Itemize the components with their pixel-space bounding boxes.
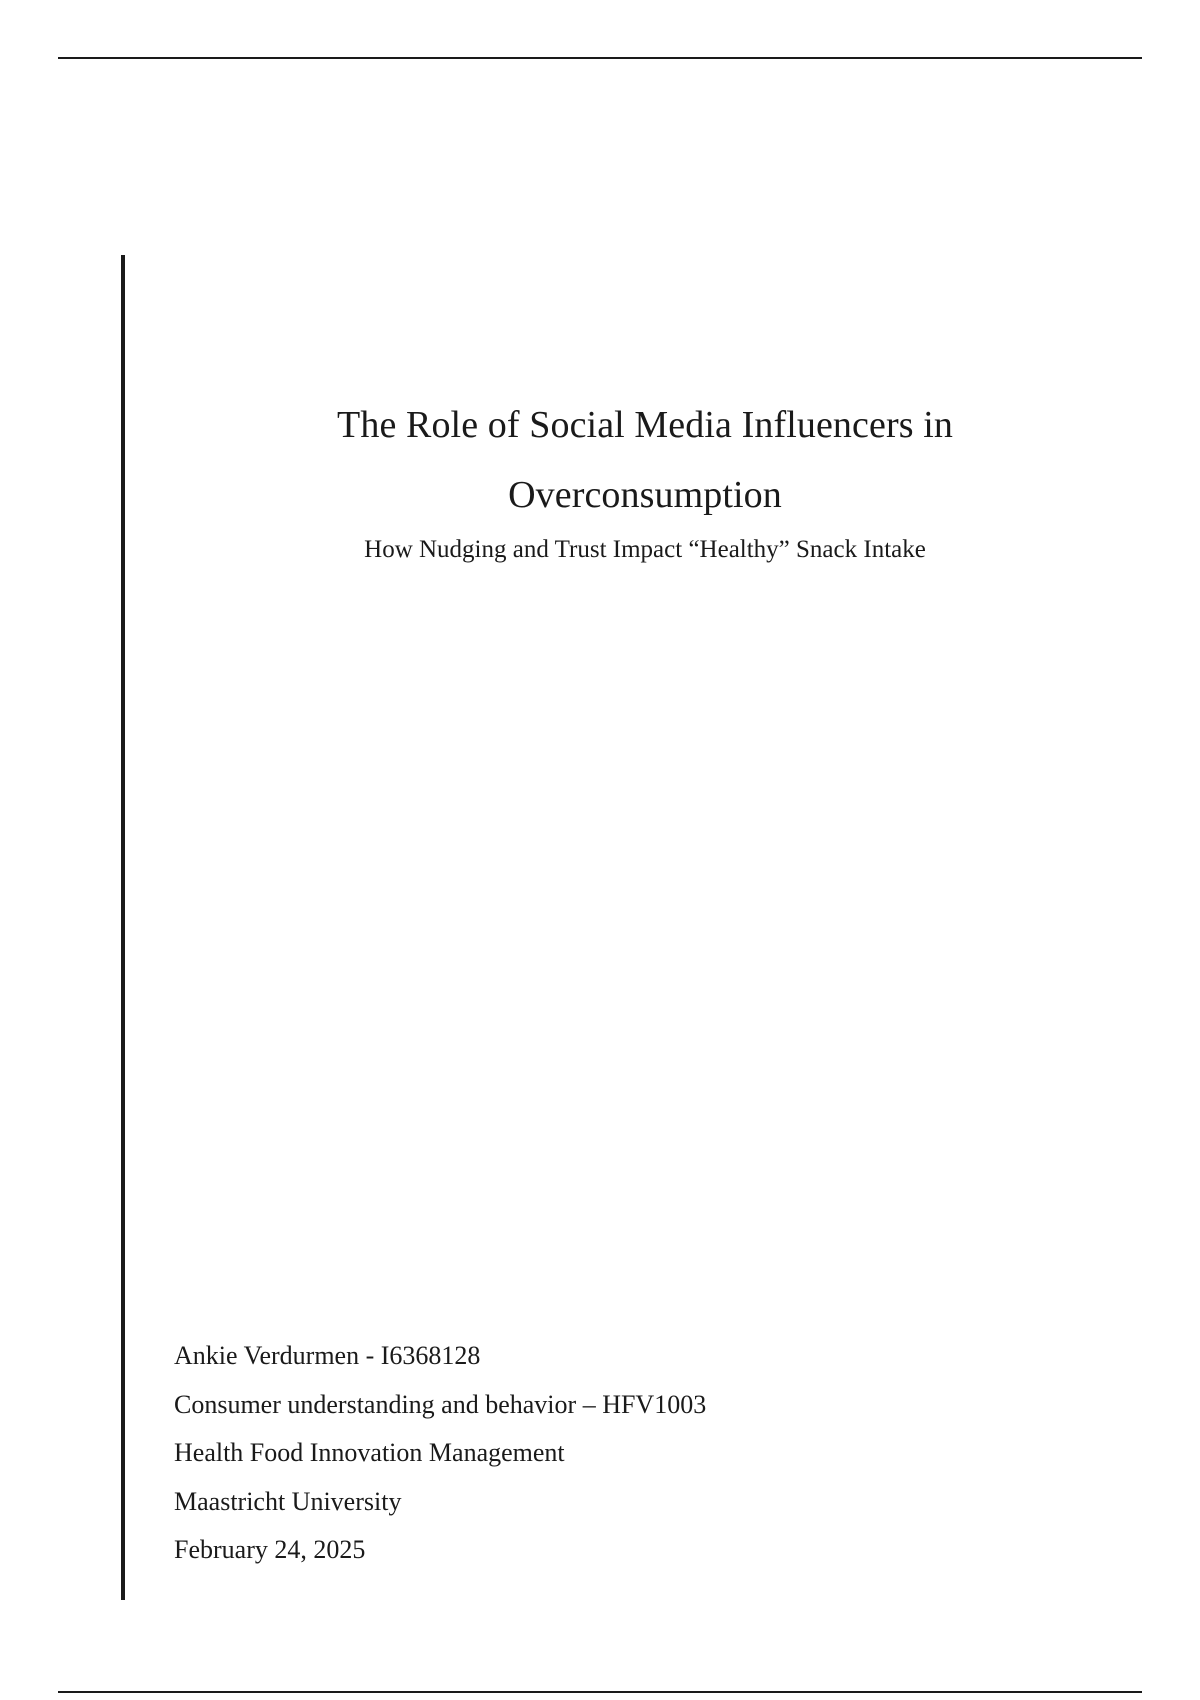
left-vertical-bar [121,255,125,1600]
document-title [200,390,1090,530]
author-line: Ankie Verdurmen - I6368128 [174,1341,481,1370]
program-line: Health Food Innovation Management [174,1438,565,1467]
title-line-2: Overconsumption [508,474,782,516]
university-line: Maastricht University [174,1486,402,1516]
document-subtitle: How Nudging and Trust Impact “Healthy” Snack Intake [364,536,926,563]
title-block [200,390,1090,568]
date-line: February 24, 2025 [174,1535,366,1564]
bottom-rule [58,1691,1142,1693]
title-line-1: The Role of Social Media Influencers in [337,404,953,446]
course-line: Consumer understanding and behavior – HFV1003 [174,1389,707,1419]
author-info-block [174,1332,706,1575]
top-rule [58,57,1142,59]
